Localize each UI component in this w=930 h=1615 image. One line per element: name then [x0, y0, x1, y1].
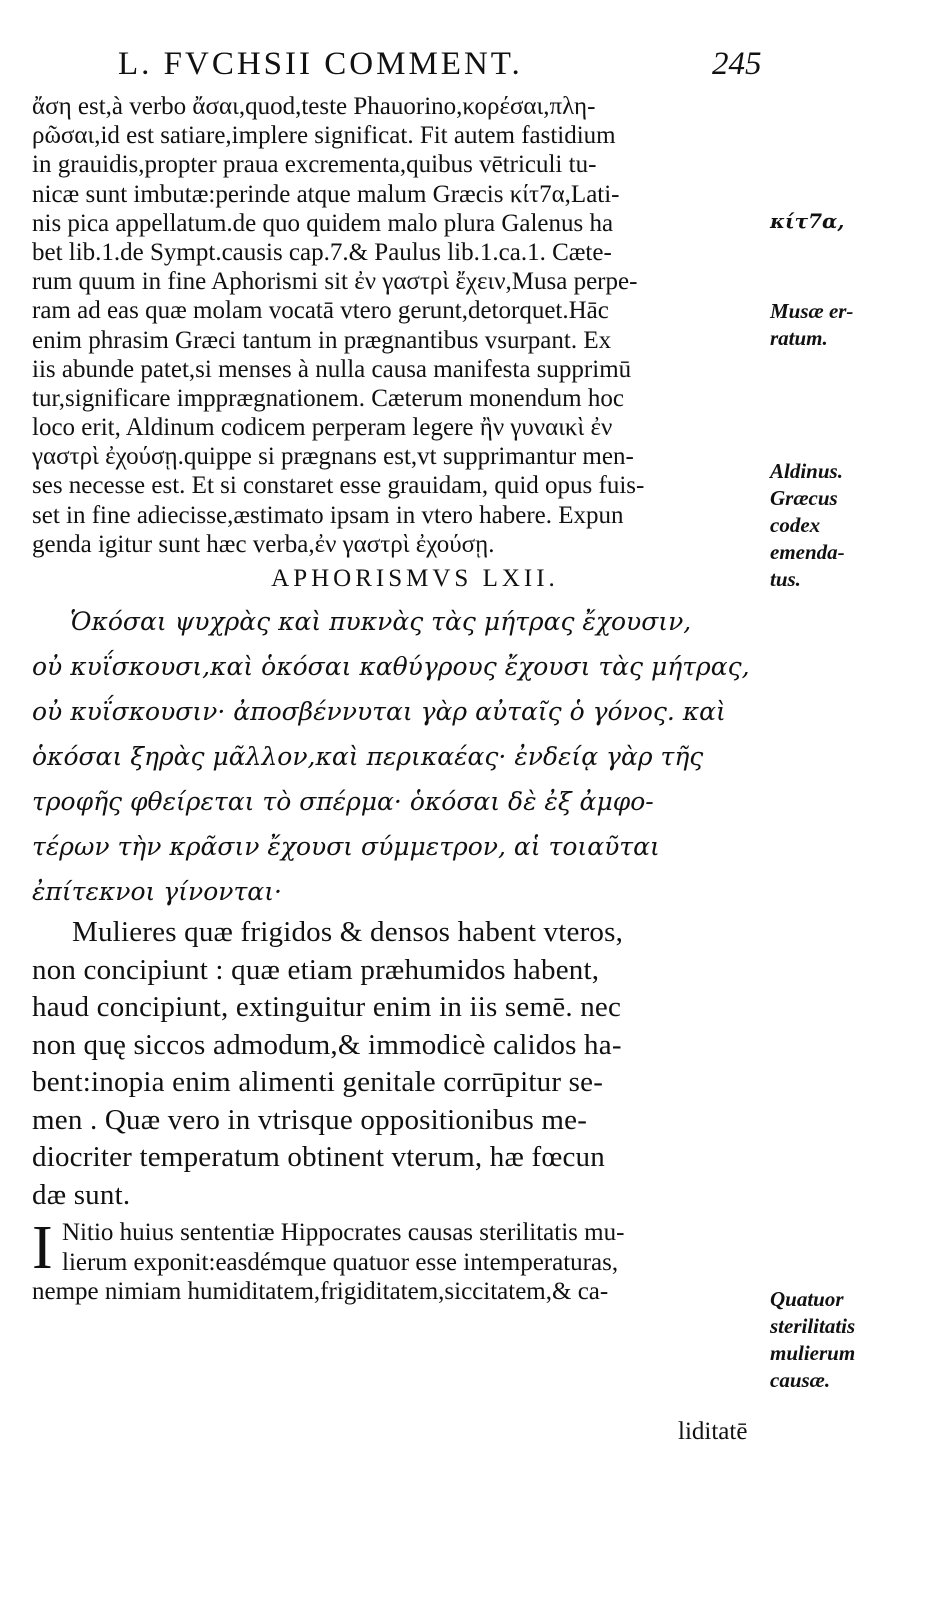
commentary-line: iis abunde patet,si menses à nulla causa manifesta supprimū [32, 355, 632, 383]
margin-note-line: Græcus [770, 486, 838, 510]
commentary-line: enim phrasim Græci tantum in prægnantibus vsurpant. Ex [32, 326, 612, 354]
greek-line: Ὁκόσαι ψυχρὰς καὶ πυκνὰς τὰς μήτρας ἔχουσιν, [70, 607, 692, 636]
drop-cap: I [32, 1214, 53, 1282]
commentary-line: lierum exponit:easdémque quatuor esse intemperaturas, [62, 1248, 619, 1276]
greek-line: ἐπίτεκνοι γίνονται· [32, 877, 282, 906]
margin-note-line: Quatuor [770, 1287, 844, 1311]
commentary-line: loco erit, Aldinum codicem perperam legere ἢν γυναικὶ ἐν [32, 414, 613, 442]
latin-line: Mulieres quæ frigidos & densos habent vteros, [72, 916, 624, 948]
margin-note-line: mulierum [770, 1341, 856, 1365]
main-text-block [32, 92, 768, 1307]
latin-line: non concipiunt : quæ etiam præhumidos habent, [32, 953, 600, 986]
running-title: L. FVCHSII COMMENT. [118, 46, 523, 82]
margin-note-line: κίτ7α, [770, 209, 845, 233]
margin-note-aldinus [770, 458, 925, 593]
commentary-line: ram ad eas quæ molam vocatā vtero gerunt,detorquet.Hāc [32, 297, 609, 325]
greek-line: τέρων τὴν κρᾶσιν ἔχουσι σύμμετρον, αἱ τοιαῦται [32, 832, 660, 861]
commentary-line: Nitio huius sententiæ Hippocrates causas sterilitatis mu- [62, 1219, 625, 1246]
page-number: 245 [712, 46, 762, 82]
commentary-top [32, 92, 768, 559]
margin-note-line: ratum. [770, 326, 828, 350]
commentary-line: genda igitur sunt hæc verba,ἐν γαστρὶ ἐχούσῃ. [32, 530, 495, 558]
margin-note-line: tus. [770, 567, 801, 591]
page-header [0, 42, 930, 90]
commentary-line: ρῶσαι,id est satiare,implere significat. Fit autem fastidium [32, 122, 616, 150]
commentary-line: tur,significare impprægnationem. Cæterum monendum hoc [32, 384, 624, 412]
latin-line: men . Quæ vero in vtrisque oppositionibus me- [32, 1103, 588, 1136]
greek-line: τροφῆς φθείρεται τὸ σπέρμα· ὁκόσαι δὲ ἐξ ἀμφο- [32, 787, 654, 816]
aphorism-heading: APHORISMVS LXII. [271, 565, 559, 592]
latin-translation [32, 914, 768, 1214]
greek-aphorism [32, 599, 768, 914]
commentary-line: set in fine adiecisse,æstimato ipsam in vtero habere. Expun [32, 501, 624, 529]
margin-note-kitta [770, 208, 925, 235]
greek-line: οὐ κυΐσκουσι,καὶ ὁκόσαι καθύγρους ἔχουσι τὰς μήτρας, [32, 652, 750, 681]
commentary-line: bet lib.1.de Sympt.causis cap.7.& Paulus lib.1.ca.1. Cæte- [32, 238, 612, 266]
greek-line: οὐ κυΐσκουσιν· ἀποσβέννυται γὰρ αὐταῖς ὁ γόνος. καὶ [32, 697, 726, 726]
commentary-line: rum quum in fine Aphorismi sit ἐν γαστρὶ ἔχειν,Musa perpe- [32, 268, 638, 296]
latin-line: dæ sunt. [32, 1178, 131, 1211]
commentary-bottom [32, 1214, 768, 1307]
margin-note-line: causæ. [770, 1368, 831, 1392]
greek-line: ὁκόσαι ξηρὰς μᾶλλον,καὶ περικαέας· ἐνδείᾳ γὰρ τῆς [32, 742, 704, 771]
margin-note-line: sterilitatis [770, 1314, 856, 1338]
latin-line: haud concipiunt, extinguitur enim in iis semē. nec [32, 991, 622, 1023]
margin-note-quatuor [770, 1286, 925, 1394]
catchword: liditatē [678, 1418, 748, 1445]
commentary-line: nicæ sunt imbutæ:perinde atque malum Græcis κίτ7α,Lati- [32, 180, 620, 208]
commentary-line: in grauidis,propter praua excrementa,quibus vētriculi tu- [32, 151, 597, 179]
latin-line: non quę siccos admodum,& immodicè calidos ha- [32, 1028, 622, 1061]
margin-note-musae-erratum [770, 298, 925, 352]
margin-note-line: codex [770, 513, 821, 537]
commentary-line: ses necesse est. Et si constaret esse grauidam, quid opus fuis- [32, 472, 645, 500]
margin-note-line: emenda- [770, 540, 845, 564]
margin-note-line: Aldinus. [770, 459, 843, 483]
latin-line: bent:inopia enim alimenti genitale corrūpitur se- [32, 1066, 604, 1098]
commentary-line: nis pica appellatum.de quo quidem malo plura Galenus ha [32, 209, 614, 237]
commentary-line: nempe nimiam humiditatem,frigiditatem,siccitatem,& ca- [32, 1278, 609, 1305]
commentary-line: γαστρὶ ἐχούσῃ.quippe si prægnans est,vt supprimantur men- [32, 443, 634, 471]
latin-line: diocriter temperatum obtinent vterum, hæ fœcun [32, 1141, 605, 1173]
margin-note-line: Musæ er- [770, 299, 854, 323]
commentary-line: ἄση est,à verbo ἄσαι,quod,teste Phauorino,κορέσαι,πλη- [32, 93, 596, 120]
